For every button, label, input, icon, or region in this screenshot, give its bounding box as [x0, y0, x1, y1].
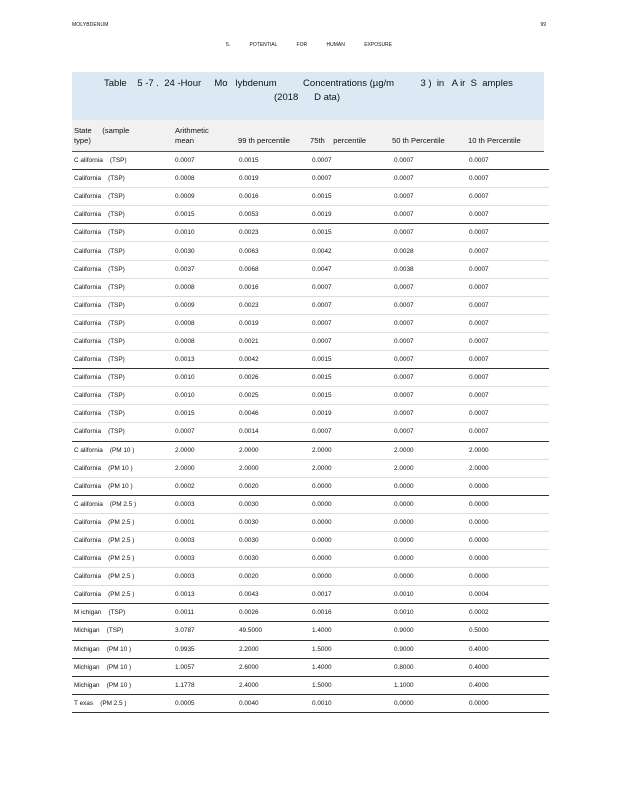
cell-p99: 2.6000	[235, 658, 312, 676]
state-name: California	[74, 555, 101, 563]
cell-p10: 0.0000	[469, 550, 549, 568]
cell-p50: 0.0000	[394, 495, 469, 513]
table-row	[72, 586, 549, 604]
table-row	[72, 278, 549, 296]
sample-type: (PM 2.5 )	[100, 699, 127, 707]
cell-state	[72, 604, 175, 622]
table-row	[72, 477, 549, 495]
cell-p50: 0.0007	[394, 387, 469, 405]
state-name: California	[74, 374, 101, 382]
cell-p10: 0.0007	[469, 351, 549, 369]
state-name: C alifornia	[74, 157, 103, 165]
cell-mean: 0.0009	[175, 188, 235, 206]
cell-p75: 0.0000	[312, 550, 394, 568]
cell-p50: 2.0000	[394, 459, 469, 477]
sample-type: (PM 2.5 )	[108, 518, 135, 526]
table-row	[72, 676, 549, 694]
table-header-row	[72, 120, 544, 152]
cell-state	[72, 278, 175, 296]
cell-p75: 2.0000	[312, 441, 394, 459]
cell-state	[72, 206, 175, 224]
cell-state	[72, 550, 175, 568]
sample-type: (PM 10 )	[106, 645, 132, 653]
cell-mean: 0.0010	[175, 387, 235, 405]
cell-mean: 0.0008	[175, 278, 235, 296]
table-row	[72, 568, 549, 586]
cell-p99: 0.0068	[235, 260, 312, 278]
cell-p50: 0.0007	[394, 296, 469, 314]
sample-type: (PM 10 )	[106, 681, 132, 689]
cell-p75: 0.0015	[312, 224, 394, 242]
cell-mean: 0.0008	[175, 314, 235, 332]
cell-p75: 0.0000	[312, 477, 394, 495]
table-row	[72, 658, 549, 676]
cell-p10: 0.0007	[469, 278, 549, 296]
cell-mean: 0.0001	[175, 513, 235, 531]
cell-p50: 0.0038	[394, 260, 469, 278]
table-row	[72, 224, 549, 242]
cell-mean: 0.0008	[175, 170, 235, 188]
cell-p10: 0.0007	[469, 260, 549, 278]
table-row	[72, 531, 549, 549]
header-state: State (sample type)	[74, 126, 130, 145]
cell-p10: 0.0007	[469, 405, 549, 423]
state-name: California	[74, 319, 101, 327]
sample-type: (TSP)	[108, 374, 125, 382]
cell-state	[72, 568, 175, 586]
cell-p99: 0.0020	[235, 568, 312, 586]
state-name: California	[74, 573, 101, 581]
cell-state	[72, 260, 175, 278]
cell-p75: 0.0000	[312, 495, 394, 513]
cell-p99: 2.4000	[235, 676, 312, 694]
table-row	[72, 351, 549, 369]
table-row	[72, 206, 549, 224]
sample-type: (TSP)	[108, 229, 125, 237]
cell-state	[72, 296, 175, 314]
cell-p99: 0.0053	[235, 206, 312, 224]
cell-p10: 0.0007	[469, 314, 549, 332]
cell-p50: 0.0007	[394, 224, 469, 242]
cell-p99: 0.0023	[235, 296, 312, 314]
cell-mean: 0.0011	[175, 604, 235, 622]
sample-type: (TSP)	[108, 609, 126, 617]
cell-p75: 0.0015	[312, 387, 394, 405]
header-p75: 75th percentile	[310, 136, 367, 145]
cell-p75: 0.0015	[312, 351, 394, 369]
cell-p10: 0.0007	[469, 224, 549, 242]
section-header: 5. POTENTIAL FOR HUMAN EXPOSURE	[226, 42, 392, 48]
cell-mean: 0.0007	[175, 423, 235, 441]
state-name: C alifornia	[74, 446, 103, 454]
cell-p50: 0.0000	[394, 550, 469, 568]
cell-p10: 0.0007	[469, 332, 549, 350]
cell-state	[72, 152, 175, 170]
cell-p10: 0.5000	[469, 622, 549, 640]
cell-p75: 0.0000	[312, 531, 394, 549]
cell-p99: 0.0030	[235, 513, 312, 531]
cell-state	[72, 676, 175, 694]
cell-mean: 0.0003	[175, 550, 235, 568]
cell-state	[72, 459, 175, 477]
cell-state	[72, 405, 175, 423]
cell-p10: 0.4000	[469, 676, 549, 694]
cell-p75: 0.0007	[312, 170, 394, 188]
cell-p99: 0.0019	[235, 314, 312, 332]
state-name: California	[74, 392, 101, 400]
state-name: M ichigan	[74, 609, 102, 617]
cell-mean: 0.0003	[175, 531, 235, 549]
cell-p99: 0.0015	[235, 152, 312, 170]
state-name: Michigan	[74, 663, 100, 671]
cell-mean: 0.0015	[175, 405, 235, 423]
cell-p50: 0.9000	[394, 622, 469, 640]
cell-p50: 2.0000	[394, 441, 469, 459]
sample-type: (PM 2.5 )	[108, 537, 135, 545]
cell-mean: 0.0010	[175, 224, 235, 242]
cell-state	[72, 369, 175, 387]
cell-p50: 0.0007	[394, 206, 469, 224]
cell-p75: 1.4000	[312, 622, 394, 640]
cell-p10: 0.0007	[469, 296, 549, 314]
cell-p99: 0.0042	[235, 351, 312, 369]
cell-p50: 0.0007	[394, 351, 469, 369]
table-row	[72, 260, 549, 278]
sample-type: (TSP)	[108, 175, 125, 183]
table-row	[72, 622, 549, 640]
cell-state	[72, 332, 175, 350]
state-name: Michigan	[74, 627, 100, 635]
state-name: California	[74, 482, 101, 490]
cell-mean: 0.0003	[175, 495, 235, 513]
cell-p50: 0.0028	[394, 242, 469, 260]
sample-type: (TSP)	[108, 193, 125, 201]
cell-p99: 0.0026	[235, 369, 312, 387]
cell-p75: 1.5000	[312, 640, 394, 658]
cell-p75: 0.0019	[312, 206, 394, 224]
sample-type: (TSP)	[108, 392, 125, 400]
cell-p10: 0.4000	[469, 658, 549, 676]
cell-state	[72, 423, 175, 441]
cell-p10: 0.0004	[469, 586, 549, 604]
sample-type: (TSP)	[108, 301, 125, 309]
cell-state	[72, 224, 175, 242]
cell-p99: 2.0000	[235, 459, 312, 477]
sample-type: (PM 2.5 )	[108, 591, 135, 599]
cell-mean: 2.0000	[175, 459, 235, 477]
table-row	[72, 423, 549, 441]
table-row	[72, 694, 549, 712]
cell-p99: 49.5000	[235, 622, 312, 640]
header-mean: Arithmetic mean	[175, 126, 209, 145]
cell-p75: 0.0017	[312, 586, 394, 604]
state-name: T exas	[74, 699, 94, 707]
cell-state	[72, 441, 175, 459]
state-name: California	[74, 211, 101, 219]
state-name: California	[74, 229, 101, 237]
sample-type: (PM 10 )	[106, 663, 132, 671]
sample-type: (PM 10 )	[108, 464, 133, 472]
table-row	[72, 314, 549, 332]
table-row	[72, 242, 549, 260]
table-row	[72, 513, 549, 531]
cell-state	[72, 658, 175, 676]
cell-p50: 0.9000	[394, 640, 469, 658]
cell-mean: 0.0003	[175, 568, 235, 586]
cell-p10: 0.0007	[469, 242, 549, 260]
cell-p10: 0.0007	[469, 423, 549, 441]
table-row	[72, 369, 549, 387]
cell-p50: 0.0007	[394, 423, 469, 441]
cell-p10: 0.0000	[469, 694, 549, 712]
cell-mean: 0.0009	[175, 296, 235, 314]
cell-p50: 0.0007	[394, 278, 469, 296]
cell-p50: 0.0000	[394, 694, 469, 712]
cell-p99: 0.0030	[235, 495, 312, 513]
state-name: California	[74, 537, 101, 545]
cell-p99: 0.0046	[235, 405, 312, 423]
state-name: California	[74, 591, 101, 599]
cell-p99: 2.2000	[235, 640, 312, 658]
table-row	[72, 550, 549, 568]
cell-mean: 0.0037	[175, 260, 235, 278]
cell-p50: 0.0000	[394, 477, 469, 495]
cell-p99: 0.0040	[235, 694, 312, 712]
cell-state	[72, 314, 175, 332]
cell-p99: 0.0063	[235, 242, 312, 260]
table-row	[72, 640, 549, 658]
cell-state	[72, 351, 175, 369]
table-row	[72, 170, 549, 188]
cell-p10: 0.0000	[469, 531, 549, 549]
sample-type: (TSP)	[108, 410, 125, 418]
header-p99: 99 th percentile	[238, 136, 290, 145]
cell-p75: 0.0007	[312, 314, 394, 332]
cell-state	[72, 242, 175, 260]
cell-p10: 0.0000	[469, 513, 549, 531]
cell-p50: 0.0007	[394, 170, 469, 188]
cell-p50: 0.0007	[394, 369, 469, 387]
cell-p10: 0.0007	[469, 170, 549, 188]
running-header-title: MOLYBDENUM	[72, 22, 109, 28]
sample-type: (TSP)	[109, 157, 127, 165]
sample-type: (PM 2.5 )	[108, 555, 135, 563]
table-row	[72, 459, 549, 477]
cell-p99: 2.0000	[235, 441, 312, 459]
cell-p75: 0.0015	[312, 369, 394, 387]
state-name: C alifornia	[74, 500, 103, 508]
cell-p75: 2.0000	[312, 459, 394, 477]
table-row	[72, 152, 549, 170]
table-caption-line2: (2018 D ata)	[274, 92, 341, 103]
cell-mean: 0.0030	[175, 242, 235, 260]
cell-p99: 0.0021	[235, 332, 312, 350]
cell-p50: 0.8000	[394, 658, 469, 676]
table-row	[72, 296, 549, 314]
state-name: California	[74, 356, 101, 364]
cell-mean: 1.0057	[175, 658, 235, 676]
state-name: Michigan	[74, 681, 100, 689]
sample-type: (PM 2.5 )	[109, 500, 137, 508]
cell-p99: 0.0026	[235, 604, 312, 622]
cell-state	[72, 622, 175, 640]
cell-p10: 0.4000	[469, 640, 549, 658]
cell-mean: 0.9935	[175, 640, 235, 658]
state-name: California	[74, 265, 101, 273]
cell-p50: 0.0007	[394, 405, 469, 423]
cell-p10: 0.0007	[469, 387, 549, 405]
cell-state	[72, 640, 175, 658]
cell-p50: 0.0010	[394, 604, 469, 622]
cell-p75: 0.0010	[312, 694, 394, 712]
cell-p75: 0.0047	[312, 260, 394, 278]
state-name: Michigan	[74, 645, 100, 653]
cell-p50: 0.0000	[394, 513, 469, 531]
cell-p99: 0.0016	[235, 188, 312, 206]
state-name: California	[74, 518, 101, 526]
sample-type: (TSP)	[108, 356, 125, 364]
cell-state	[72, 513, 175, 531]
state-name: California	[74, 283, 101, 291]
cell-mean: 0.0010	[175, 369, 235, 387]
sample-type: (TSP)	[108, 211, 125, 219]
cell-p99: 0.0014	[235, 423, 312, 441]
cell-p99: 0.0030	[235, 550, 312, 568]
cell-p75: 0.0007	[312, 296, 394, 314]
cell-p75: 0.0007	[312, 278, 394, 296]
header-p50: 50 th Percentile	[392, 136, 445, 145]
data-table	[72, 72, 544, 713]
table-row	[72, 332, 549, 350]
cell-mean: 0.0002	[175, 477, 235, 495]
sample-type: (TSP)	[108, 428, 125, 436]
state-name: California	[74, 410, 101, 418]
cell-p75: 0.0015	[312, 188, 394, 206]
cell-p75: 0.0007	[312, 423, 394, 441]
cell-mean: 0.0005	[175, 694, 235, 712]
cell-p99: 0.0016	[235, 278, 312, 296]
cell-mean: 0.0013	[175, 586, 235, 604]
cell-mean: 0.0013	[175, 351, 235, 369]
cell-state	[72, 586, 175, 604]
cell-p75: 0.0016	[312, 604, 394, 622]
table-caption	[72, 72, 544, 120]
sample-type: (TSP)	[108, 319, 125, 327]
sample-type: (TSP)	[108, 337, 125, 345]
cell-mean: 0.0008	[175, 332, 235, 350]
cell-p50: 0.0007	[394, 314, 469, 332]
cell-state	[72, 387, 175, 405]
cell-p10: 0.0007	[469, 188, 549, 206]
cell-p10: 0.0000	[469, 568, 549, 586]
cell-p75: 0.0007	[312, 152, 394, 170]
cell-mean: 2.0000	[175, 441, 235, 459]
cell-p75: 0.0000	[312, 513, 394, 531]
cell-p75: 0.0042	[312, 242, 394, 260]
cell-p10: 0.0007	[469, 369, 549, 387]
sample-type: (TSP)	[108, 265, 125, 273]
cell-p50: 0.0007	[394, 188, 469, 206]
cell-state	[72, 188, 175, 206]
cell-p75: 0.0019	[312, 405, 394, 423]
sample-type: (PM 10 )	[108, 482, 133, 490]
cell-p99: 0.0043	[235, 586, 312, 604]
sample-type: (TSP)	[106, 627, 124, 635]
cell-p99: 0.0023	[235, 224, 312, 242]
cell-p50: 0.0000	[394, 568, 469, 586]
header-p10: 10 th Percentile	[468, 136, 521, 145]
table-row	[72, 604, 549, 622]
cell-mean: 0.0015	[175, 206, 235, 224]
sample-type: (TSP)	[108, 283, 125, 291]
cell-mean: 0.0007	[175, 152, 235, 170]
cell-p50: 0.0007	[394, 152, 469, 170]
state-name: California	[74, 175, 101, 183]
cell-p99: 0.0019	[235, 170, 312, 188]
state-name: California	[74, 193, 101, 201]
cell-p10: 2.0000	[469, 441, 549, 459]
state-name: California	[74, 428, 101, 436]
state-name: California	[74, 337, 101, 345]
cell-mean: 3.0787	[175, 622, 235, 640]
cell-p10: 0.0002	[469, 604, 549, 622]
table-row	[72, 387, 549, 405]
cell-p10: 0.0007	[469, 206, 549, 224]
cell-state	[72, 694, 175, 712]
cell-p50: 1.1000	[394, 676, 469, 694]
page-number: 99	[540, 22, 546, 28]
state-name: California	[74, 247, 101, 255]
table-row	[72, 188, 549, 206]
cell-mean: 1.1778	[175, 676, 235, 694]
table-row	[72, 441, 549, 459]
table-caption-line1: Table 5 -7 . 24 -Hour Mo lybdenum Concentrations (µg/m 3 ) in A ir S amples	[104, 78, 513, 89]
state-name: California	[74, 464, 101, 472]
cell-p99: 0.0030	[235, 531, 312, 549]
cell-p75: 0.0007	[312, 332, 394, 350]
sample-type: (PM 10 )	[109, 446, 135, 454]
table-row	[72, 405, 549, 423]
cell-p75: 1.5000	[312, 676, 394, 694]
cell-p10: 2.0000	[469, 459, 549, 477]
state-name: California	[74, 301, 101, 309]
cell-p99: 0.0020	[235, 477, 312, 495]
table-row	[72, 495, 549, 513]
cell-p50: 0.0000	[394, 531, 469, 549]
cell-state	[72, 477, 175, 495]
cell-p99: 0.0025	[235, 387, 312, 405]
cell-p50: 0.0010	[394, 586, 469, 604]
cell-p10: 0.0000	[469, 495, 549, 513]
cell-p10: 0.0007	[469, 152, 549, 170]
cell-p50: 0.0007	[394, 332, 469, 350]
cell-state	[72, 170, 175, 188]
cell-state	[72, 531, 175, 549]
cell-p75: 1.4000	[312, 658, 394, 676]
sample-type: (TSP)	[108, 247, 125, 255]
cell-p10: 0.0000	[469, 477, 549, 495]
cell-p75: 0.0000	[312, 568, 394, 586]
table-body	[72, 152, 549, 713]
cell-state	[72, 495, 175, 513]
sample-type: (PM 2.5 )	[108, 573, 135, 581]
